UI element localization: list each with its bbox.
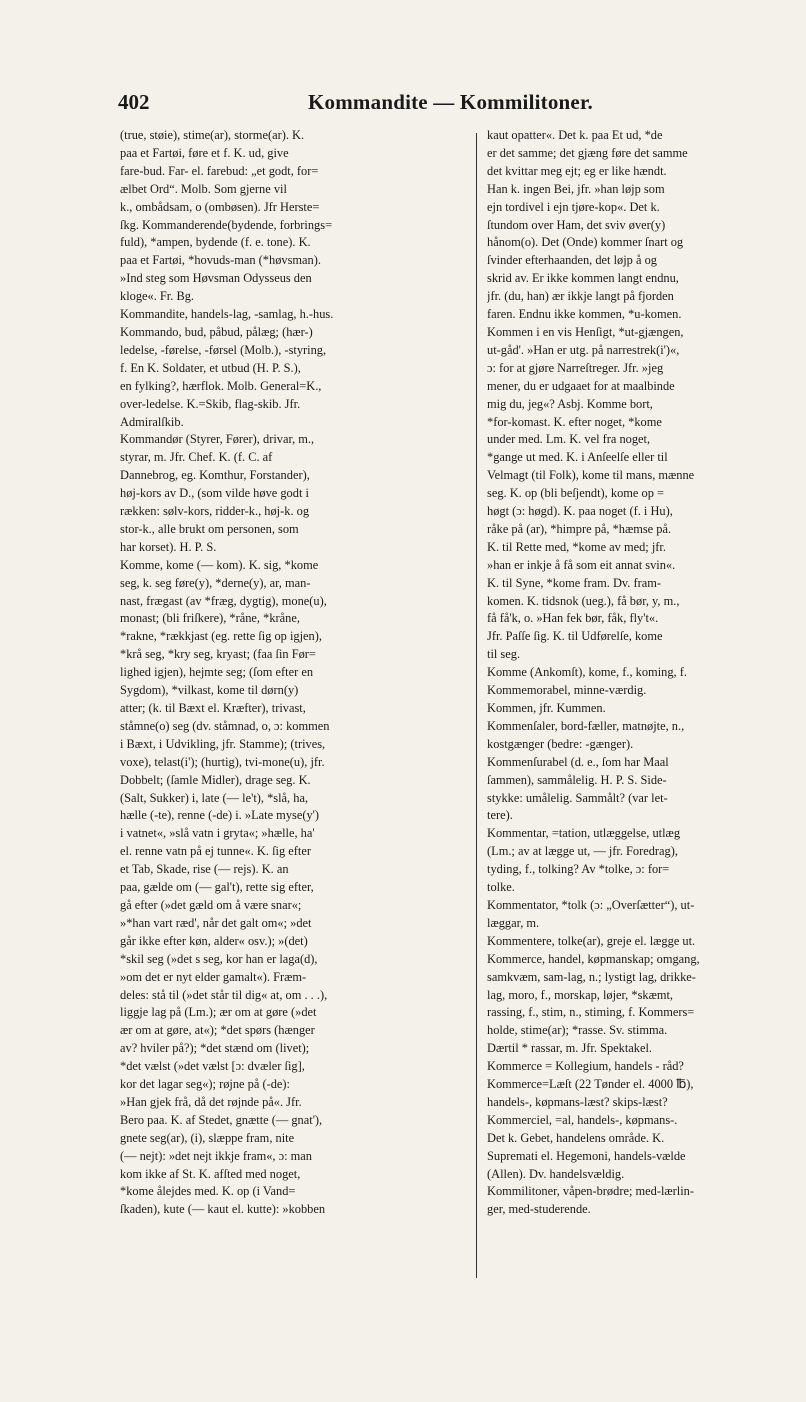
- text-line: Kommandite, handels-lag, -samlag, h.-hus.: [120, 307, 334, 322]
- text-line: ledelse, -førelse, -førsel (Molb.), -styring,: [120, 342, 327, 357]
- text-line: en fylking?, hærflok. Molb. General=K.,: [120, 378, 322, 393]
- text-line: mig du, jeg«? Asbj. Komme bort,: [487, 396, 653, 411]
- text-line: K. til Rette med, *kome av med; jfr.: [487, 539, 666, 554]
- text-line: Dobbelt; (ſamle Midler), drage seg. K.: [120, 772, 311, 787]
- text-line: ælbet Ord“. Molb. Som gjerne vil: [120, 181, 287, 196]
- text-line: går ikke efter køn, alder« osv.); »(det): [120, 933, 308, 948]
- column-divider: [476, 133, 477, 1278]
- text-line: Dannebrog, eg. Komthur, Forstander),: [120, 468, 310, 483]
- text-line: deles: stå til (»det står til dig« at, om . . .),: [120, 987, 328, 1002]
- text-line: monast; (bli friſkere), *råne, *kråne,: [120, 611, 300, 626]
- text-line: hælle (-te), renne (-de) i. »Late myse(y'): [120, 808, 320, 823]
- text-line: Kommen, jfr. Kummen.: [487, 701, 606, 715]
- text-line: Kommen i en vis Henſigt, *ut-gjængen,: [487, 324, 684, 339]
- text-line: tere).: [487, 808, 513, 823]
- text-line: Admiralſkib.: [120, 414, 184, 429]
- text-line: *gange ut med. K. i Anſeelſe eller til: [487, 450, 668, 465]
- text-line: Supremati el. Hegemoni, handels-vælde: [487, 1148, 686, 1163]
- text-line: kaut opatter«. Det k. paa Et ud, *de: [487, 128, 663, 142]
- text-line: ſvinder efterhaanden, det løjp å og: [487, 253, 657, 268]
- text-line: »om det er nyt elder gamalt«). Fræm-: [120, 969, 307, 984]
- text-line: ſkaden), kute (— kaut el. kutte): »kobben: [120, 1202, 326, 1217]
- text-line: Kommentere, tolke(ar), greje el. lægge ut.: [487, 933, 696, 948]
- text-line: gnete seg(ar), (i), slæppe fram, nite: [120, 1130, 295, 1145]
- text-line: ɔ: for at gjøre Narreſtreger. Jfr. »jeg: [487, 360, 664, 375]
- text-line: ſammen), sammålelig. H. P. S. Side-: [487, 772, 667, 787]
- text-line: f. En K. Soldater, et utbud (H. P. S.),: [120, 360, 301, 375]
- text-line: jfr. (du, han) ær ikkje langt på fjorden: [487, 289, 674, 304]
- text-line: »Han gjek frå, då det røjnde på«. Jfr.: [120, 1094, 302, 1109]
- text-line: faren. Endnu ikke kommen, *u-komen.: [487, 307, 682, 322]
- text-line: tolke.: [487, 880, 515, 895]
- text-line: Kommando, bud, påbud, pålæg; (hær-): [120, 324, 313, 339]
- text-line: holde, stime(ar); *rasse. Sv. stimma.: [487, 1023, 668, 1038]
- text-line: nast, frægast (av *fræg, dygtig), mone(u),: [120, 593, 327, 608]
- text-line: lighed igjen), hejmte seg; (ſom efter en: [120, 665, 314, 680]
- text-line: Dærtil * rassar, m. Jfr. Spektakel.: [487, 1041, 653, 1056]
- text-line: Kommentar, =tation, utlæggelse, utlæg: [487, 826, 681, 841]
- text-line: Komme, kome (— kom). K. sig, *kome: [120, 557, 319, 572]
- text-line: *rakne, *rækkjast (eg. rette ſig op igjen),: [120, 629, 322, 644]
- text-line: det kvittar meg ejt; eg er like hændt.: [487, 163, 667, 178]
- text-line: ſkg. Kommanderende(bydende, forbrings=: [120, 217, 333, 232]
- text-line: komen. K. tidsnok (ueg.), få bør, y, m.,: [487, 593, 680, 608]
- text-line: ståmne(o) seg (dv. ståmnad, o, ɔ: kommen: [120, 718, 330, 733]
- text-line: Velmagt (til Folk), kome til mans, mænne: [487, 468, 695, 483]
- text-line: råke på (ar), *himpre på, *hæmse på.: [487, 521, 672, 536]
- text-line: »*han vart ræd', når det galt om«; »det: [120, 915, 312, 930]
- text-line: kostgænger (bedre: -gænger).: [487, 736, 634, 751]
- text-line: Det k. Gebet, handelens område. K.: [487, 1130, 665, 1145]
- text-line: ejn tordivel i ejn tjøre-kop«. Det k.: [487, 199, 660, 214]
- text-line: seg. K. op (bli beſjendt), kome op =: [487, 486, 664, 501]
- text-line: til seg.: [487, 647, 521, 662]
- text-line: samkvæm, sam-lag, n.; lystigt lag, drikke-: [487, 969, 696, 984]
- right-column: [487, 127, 806, 1277]
- text-line: Kommenſaler, bord-fæller, matnøjte, n.,: [487, 718, 685, 733]
- text-line: ær om at gøre, at«); *det spørs (hænger: [120, 1023, 315, 1038]
- text-line: Kommilitoner, våpen-brødre; med-lærlin-: [487, 1184, 694, 1199]
- text-line: paa, gælde om (— gal't), rette sig efter,: [120, 880, 314, 895]
- left-column: [120, 127, 468, 1277]
- text-line: Kommentator, *tolk (ɔ: „Overſætter“), ut-: [487, 897, 695, 912]
- text-line: rassing, f., stim, n., stiming, f. Kommers=: [487, 1005, 695, 1020]
- text-line: ger, med-studerende.: [487, 1202, 591, 1217]
- text-line: handels-, køpmans-læst? skips-læst?: [487, 1094, 668, 1109]
- text-line: rækken: sølv-kors, ridder-k., høj-k. og: [120, 504, 310, 519]
- text-line: liggje lag på (Lm.); ær om at gøre (»det: [120, 1005, 317, 1020]
- text-line: tyding, f., tolking? Av *tolke, ɔ: for=: [487, 862, 670, 877]
- text-line: mener, du er udgaaet for at maalbinde: [487, 378, 675, 393]
- text-line: et Tab, Skade, rise (— rejs). K. an: [120, 862, 289, 877]
- running-head: Kommandite — Kommilitoner.: [308, 90, 593, 114]
- text-line: stor-k., alle brukt om personen, som: [120, 521, 299, 536]
- text-line: *skil seg (»det s seg, kor han er laga(d),: [120, 951, 318, 966]
- text-line: atter; (k. til Bæxt el. Kræfter), trivast,: [120, 701, 306, 715]
- text-line: ut-gåd'. »Han er utg. på narrestrek(i')«,: [487, 342, 680, 357]
- text-line: Kommerce=Læſt (22 Tønder el. 4000 ℔),: [487, 1077, 694, 1092]
- text-line: (Allen). Dv. handelsvældig.: [487, 1166, 625, 1181]
- text-line: Sygdom), *vilkast, kome til dørn(y): [120, 683, 299, 698]
- text-line: ſtundom over Ham, det sviv øver(y): [487, 217, 666, 232]
- text-line: Jfr. Paſſe ſig. K. til Udførelſe, kome: [487, 629, 663, 644]
- text-line: i vatnet«, »slå vatn i gryta«; »hælle, ha': [120, 826, 315, 841]
- text-line: høj-kors av D., (som vilde høve godt i: [120, 486, 309, 501]
- text-line: Kommerce = Kollegium, handels - råd?: [487, 1059, 684, 1074]
- text-line: voxe), telast(i'); (hurtig), tvi-mone(u), jfr.: [120, 754, 325, 769]
- text-line: *det vælst (»det vælst [ɔ: dvæler ſig],: [120, 1059, 305, 1074]
- text-line: gå efter (»det gæld om å være snar«;: [120, 897, 302, 912]
- text-line: Kommemorabel, minne-værdig.: [487, 683, 647, 698]
- text-line: K. til Syne, *kome fram. Dv. fram-: [487, 575, 662, 590]
- text-line: hånom(o). Det (Onde) kommer ſnart og: [487, 235, 684, 250]
- text-line: Kommerciel, =al, handels-, køpmans-.: [487, 1112, 678, 1127]
- text-line: skrid av. Er ikke kommen langt endnu,: [487, 271, 679, 286]
- text-line: læggar, m.: [487, 915, 540, 930]
- page-number: 402: [118, 90, 150, 114]
- text-line: kom ikke af St. K. afſted med noget,: [120, 1166, 301, 1181]
- text-line: Kommenſurabel (d. e., ſom har Maal: [487, 754, 669, 769]
- text-line: fare-bud. Far- el. farebud: „et godt, for=: [120, 163, 319, 178]
- text-line: i Bæxt, i Udvikling, jfr. Stamme); (trives,: [120, 736, 326, 751]
- text-line: kloge«. Fr. Bg.: [120, 289, 195, 304]
- text-line: Bero paa. K. af Stedet, gnætte (— gnat'),: [120, 1112, 323, 1127]
- text-line: av? hviler på?); *det stænd om (livet);: [120, 1041, 310, 1056]
- text-line: *kome ålejdes med. K. op (i Vand=: [120, 1184, 296, 1199]
- text-line: »Ind steg som Høvsman Odysseus den: [120, 271, 312, 286]
- text-line: Han k. ingen Bei, jfr. »han løjp som: [487, 181, 665, 196]
- text-line: lag, moro, f., morskap, løjer, *skæmt,: [487, 987, 674, 1002]
- text-line: (Salt, Sukker) i, late (— le't), *slå, ha,: [120, 790, 309, 805]
- text-line: k., ombådsam, o (ombøsen). Jfr Herste=: [120, 199, 320, 214]
- text-line: el. renne vatn på ej tunne«. K. ſig efter: [120, 844, 311, 859]
- text-line: paa et Fartøi, *hovuds-man (*høvsman).: [120, 253, 321, 268]
- text-line: få få'k, o. »Han fek bør, fåk, fly't«.: [487, 611, 659, 626]
- text-line: Kommerce, handel, køpmanskap; omgang,: [487, 951, 700, 966]
- page-header: [118, 90, 806, 120]
- text-line: har korset). H. P. S.: [120, 539, 217, 554]
- text-line: *krå seg, *kry seg, kryast; (faa ſin Før=: [120, 647, 316, 662]
- text-line: *for-komast. K. efter noget, *kome: [487, 414, 662, 429]
- text-line: Komme (Ankomſt), kome, f., koming, f.: [487, 665, 687, 680]
- text-line: (true, støie), stime(ar), storme(ar). K.: [120, 128, 305, 142]
- text-line: styrar, m. Jfr. Chef. K. (f. C. af: [120, 450, 273, 465]
- text-line: kor det lagar seg«); røjne på (-de):: [120, 1077, 290, 1092]
- text-line: høgt (ɔ: høgd). K. paa noget (f. i Hu),: [487, 504, 673, 519]
- text-line: fuld), *ampen, bydende (f. e. tone). K.: [120, 235, 311, 250]
- text-line: (Lm.; av at lægge ut, — jfr. Foredrag),: [487, 844, 678, 859]
- text-line: under med. Lm. K. vel fra noget,: [487, 432, 651, 447]
- text-line: stykke: umålelig. Sammålt? (var let-: [487, 790, 668, 805]
- text-line: er det samme; det gjæng føre det samme: [487, 145, 688, 160]
- text-line: »han er inkje å få som eit annat svin«.: [487, 557, 676, 572]
- text-line: Kommandør (Styrer, Fører), drivar, m.,: [120, 432, 315, 447]
- text-line: (— nejt): »det nejt ikkje fram«, ɔ: man: [120, 1148, 312, 1163]
- text-line: over-ledelse. K.=Skib, flag-skib. Jfr.: [120, 396, 301, 411]
- text-line: seg, k. seg føre(y), *derne(y), ar, man-: [120, 575, 311, 590]
- text-line: paa et Fartøi, føre et f. K. ud, give: [120, 145, 289, 160]
